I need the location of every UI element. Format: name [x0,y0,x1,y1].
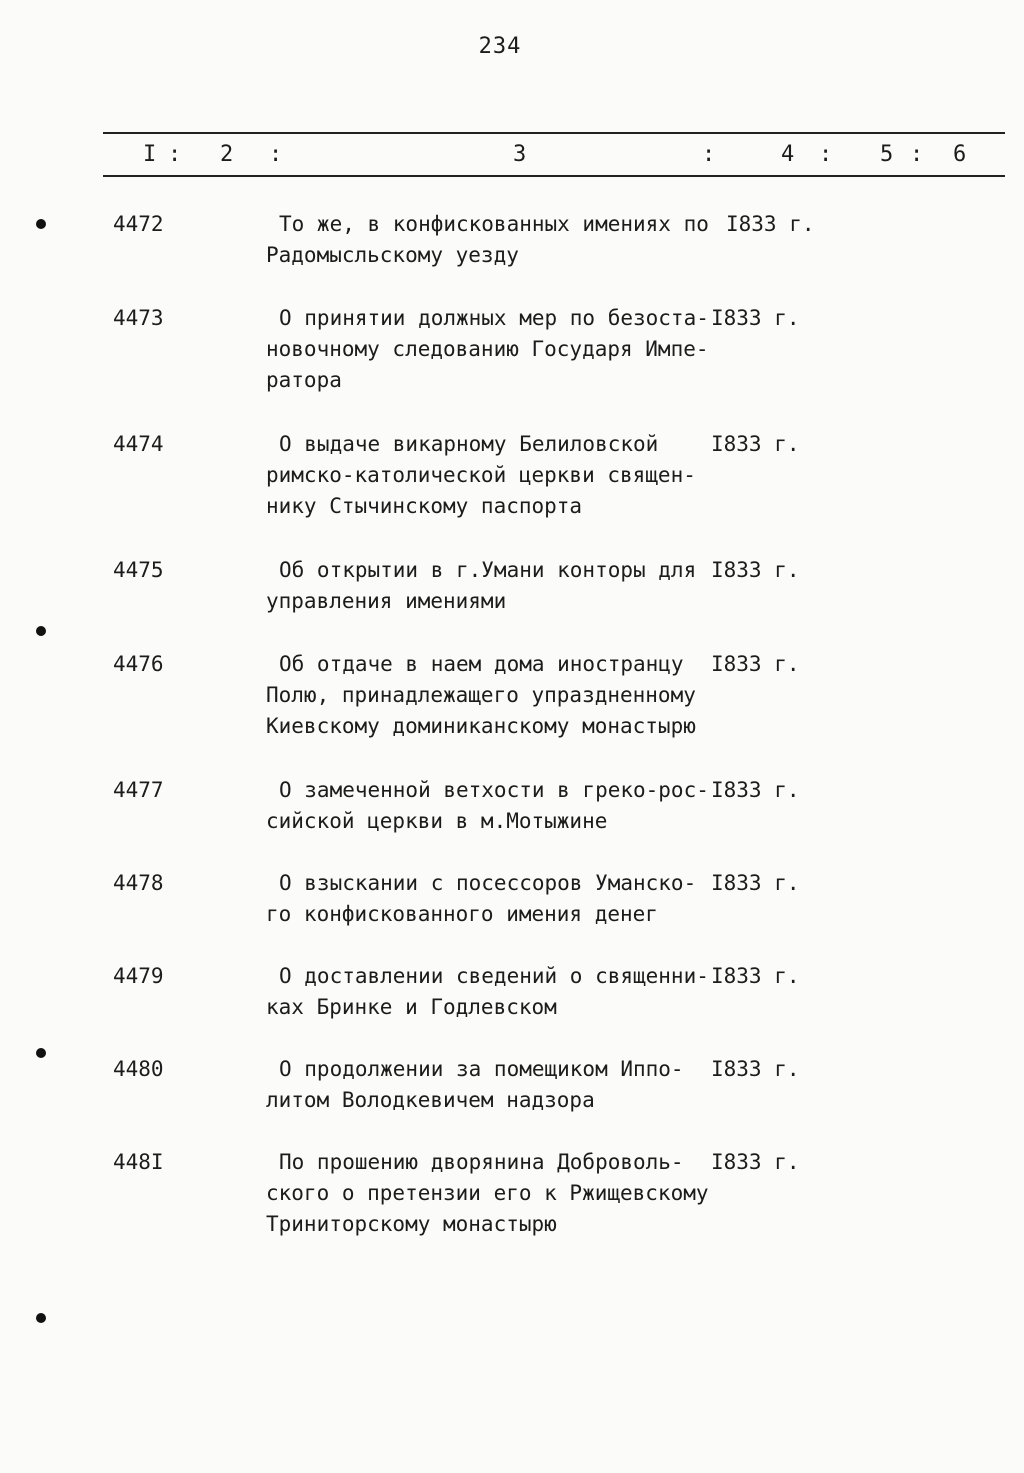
column-header-1: I [143,142,157,167]
entry-number: 4472 [113,212,164,236]
page-number: 234 [478,34,522,59]
entry-year: I833 г. [711,1057,800,1081]
entry-title-line: ках Бринке и Годлевском [266,995,557,1019]
entry-title-line: О доставлении сведений о священни- [279,964,709,988]
column-header-5: 5 [880,142,894,167]
entry-title-line: сийской церкви в м.Мотыжине [266,809,608,833]
entry-title [266,775,711,837]
entry-title [266,209,711,271]
entry-year: I833 г. [711,871,800,895]
entry-title-line: управления имениями [266,589,507,613]
column-separator: : [702,142,716,167]
entry-title-line: нику Стычинскому паспорта [266,494,583,518]
binding-hole-mark [36,626,46,636]
entry-title-line: Об открытии в г.Умани конторы для [279,558,697,582]
entry-title [266,303,711,396]
entry-title-line: ского о претензии его к Ржищевскому [266,1181,709,1205]
entry-title-line: По прошению дворянина Доброволь- [279,1150,684,1174]
entry-title-line: О принятии должных мер по безоста- [279,306,709,330]
entry-year: I833 г. [711,306,800,330]
entry-title-line: Полю, принадлежащего упраздненному [266,683,696,707]
entry-title-line: новочному следованию Государя Импе- [266,337,709,361]
entry-title [266,1054,711,1116]
entry-title-line: Радомысльскому уезду [266,243,519,267]
column-header-6: 6 [953,142,967,167]
column-header-2: 2 [220,142,234,167]
entry-title-line: ратора [266,368,342,392]
binding-hole-mark [36,1313,46,1323]
entry-title [266,649,711,742]
entry-number: 4474 [113,432,164,456]
entry-number: 4476 [113,652,164,676]
binding-hole-mark [36,219,46,229]
column-separator: : [168,142,182,167]
entry-title-line: То же, в конфискованных имениях по [279,212,709,236]
entry-title [266,868,711,930]
entry-number: 4479 [113,964,164,988]
column-separator: : [269,142,283,167]
entry-number: 4475 [113,558,164,582]
entry-title [266,555,711,617]
entry-title [266,1147,711,1240]
header-bottom-rule [103,175,1005,177]
entry-title-line: римско-католической церкви священ- [266,463,696,487]
entry-title-line: О выдаче викарному Белиловской [279,432,659,456]
entry-year: I833 г. [726,212,815,236]
entry-number: 4478 [113,871,164,895]
column-separator: : [819,142,833,167]
entry-number: 4473 [113,306,164,330]
entry-year: I833 г. [711,778,800,802]
entry-year: I833 г. [711,432,800,456]
entry-title [266,961,711,1023]
entry-title-line: го конфискованного имения денег [266,902,658,926]
entry-year: I833 г. [711,558,800,582]
entry-title-line: О продолжении за помещиком Иппо- [279,1057,684,1081]
entry-year: I833 г. [711,652,800,676]
entry-year: I833 г. [711,964,800,988]
entry-title-line: О взыскании с посессоров Уманско- [279,871,697,895]
column-header-3: 3 [513,142,527,167]
entry-year: I833 г. [711,1150,800,1174]
entry-number: 4477 [113,778,164,802]
entry-title-line: Об отдаче в наем дома иностранцу [279,652,684,676]
entry-title-line: О замеченной ветхости в греко-рос- [279,778,709,802]
entry-title [266,429,711,522]
entry-number: 4480 [113,1057,164,1081]
binding-hole-mark [36,1048,46,1058]
entry-title-line: Триниторскому монастырю [266,1212,557,1236]
header-top-rule [103,132,1005,134]
entry-title-line: Киевскому доминиканскому монастырю [266,714,696,738]
entry-number: 448I [113,1150,164,1174]
column-separator: : [910,142,924,167]
entry-title-line: литом Володкевичем надзора [266,1088,595,1112]
column-header-4: 4 [781,142,795,167]
